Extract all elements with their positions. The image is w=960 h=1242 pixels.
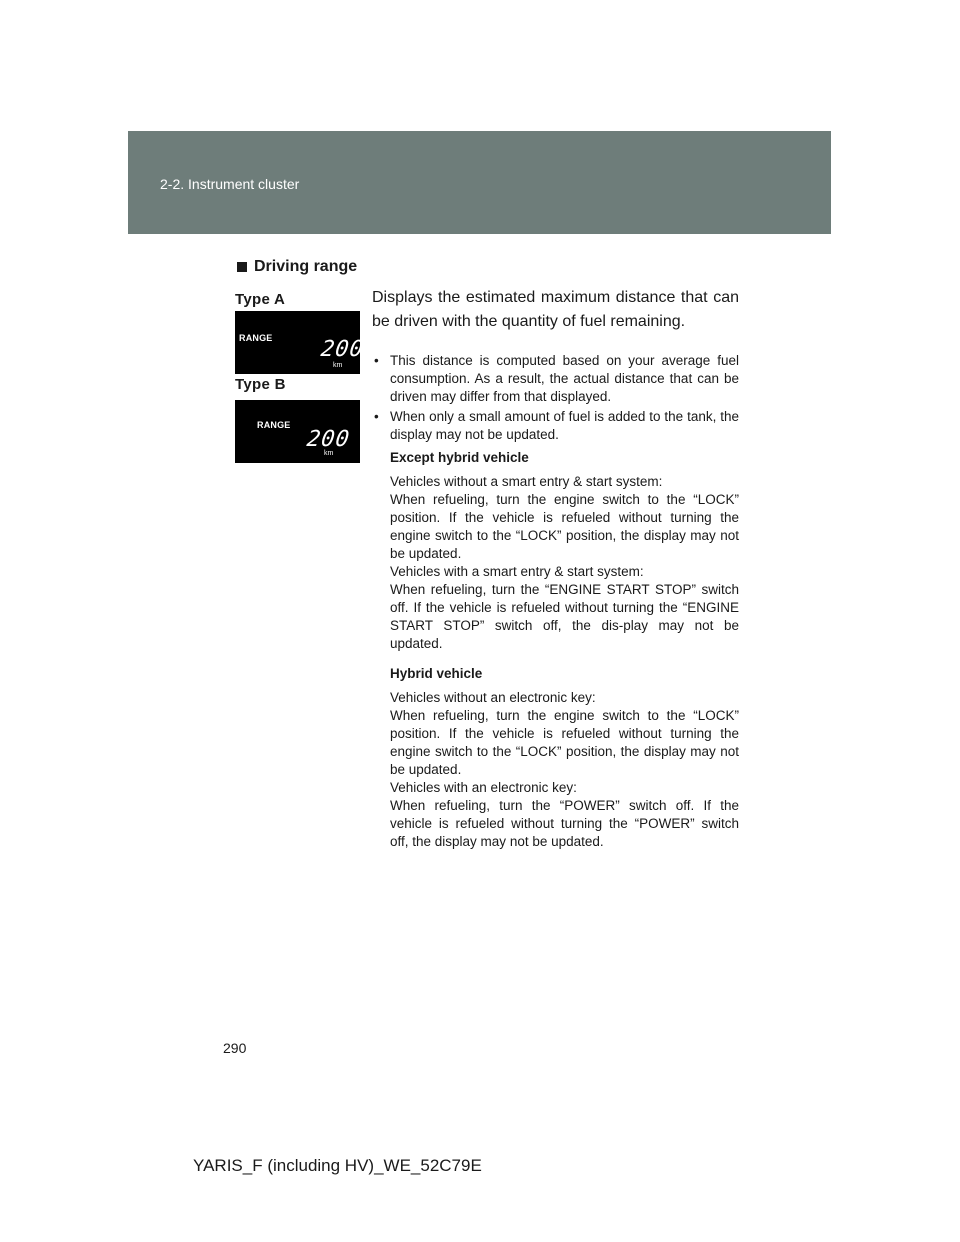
- bullet-text: When only a small amount of fuel is added to the tank, the display may not be updated.: [390, 409, 739, 442]
- hybrid-section: [372, 665, 739, 851]
- section-title: [237, 258, 357, 276]
- bullet-dot-icon: •: [374, 409, 379, 424]
- main-content: [372, 286, 739, 851]
- except-hybrid-heading: Except hybrid vehicle: [390, 450, 529, 465]
- hybrid-line: Vehicles without an electronic key:: [390, 690, 596, 705]
- except-hybrid-text: [390, 473, 739, 653]
- hybrid-line: When refueling, turn the “POWER” switch off. If the vehicle is refueled without turning the “POWER” switch off, the display may not be updated.: [390, 798, 739, 849]
- type-b-display-label: RANGE: [257, 420, 291, 430]
- hybrid-line: When refueling, turn the engine switch to the “LOCK” position. If the vehicle is refueled without turning the engine switch to the “LOCK” position, the display may not be updated.: [390, 708, 739, 777]
- except-hybrid-line: When refueling, turn the “ENGINE START STOP” switch off. If the vehicle is refueled without turning the “ENGINE START STOP” switch off, the dis-play may not be updated.: [390, 582, 739, 651]
- hybrid-heading: Hybrid vehicle: [390, 666, 483, 681]
- type-b-display-unit: km: [324, 450, 334, 457]
- page-number: 290: [223, 1040, 247, 1056]
- type-a-label: Type A: [235, 291, 286, 308]
- type-b-display-image: [235, 400, 360, 463]
- except-hybrid-line: When refueling, turn the engine switch to the “LOCK” position. If the vehicle is refueled without turning the engine switch to the “LOCK” position, the display may not be updated.: [390, 492, 739, 561]
- except-hybrid-line: Vehicles with a smart entry & start system:: [390, 564, 644, 579]
- bullet-dot-icon: •: [374, 353, 379, 368]
- type-a-display-unit: km: [333, 362, 343, 369]
- bullet-item: [372, 408, 739, 444]
- intro-paragraph: Displays the estimated maximum distance that can be driven with the quantity of fuel remaining.: [372, 289, 739, 330]
- type-b-display-value: 200: [305, 427, 352, 452]
- section-title-text: Driving range: [254, 258, 358, 275]
- type-a-display-image: [235, 311, 366, 374]
- bullet-item: [372, 352, 739, 406]
- section-breadcrumb: 2-2. Instrument cluster: [160, 176, 300, 192]
- square-bullet-icon: [237, 262, 247, 272]
- type-a-display-value: 200: [319, 337, 366, 362]
- hybrid-text: [390, 689, 739, 851]
- type-b-label: Type B: [235, 376, 286, 393]
- type-a-display-label: RANGE: [239, 333, 273, 343]
- except-hybrid-section: [372, 449, 739, 653]
- bullet-list: [372, 352, 739, 444]
- except-hybrid-line: Vehicles without a smart entry & start system:: [390, 474, 663, 489]
- hybrid-line: Vehicles with an electronic key:: [390, 780, 577, 795]
- document-footer: YARIS_F (including HV)_WE_52C79E: [193, 1156, 482, 1175]
- bullet-text: This distance is computed based on your average fuel consumption. As a result, the actual distance that can be driven may differ from that displayed.: [390, 353, 739, 404]
